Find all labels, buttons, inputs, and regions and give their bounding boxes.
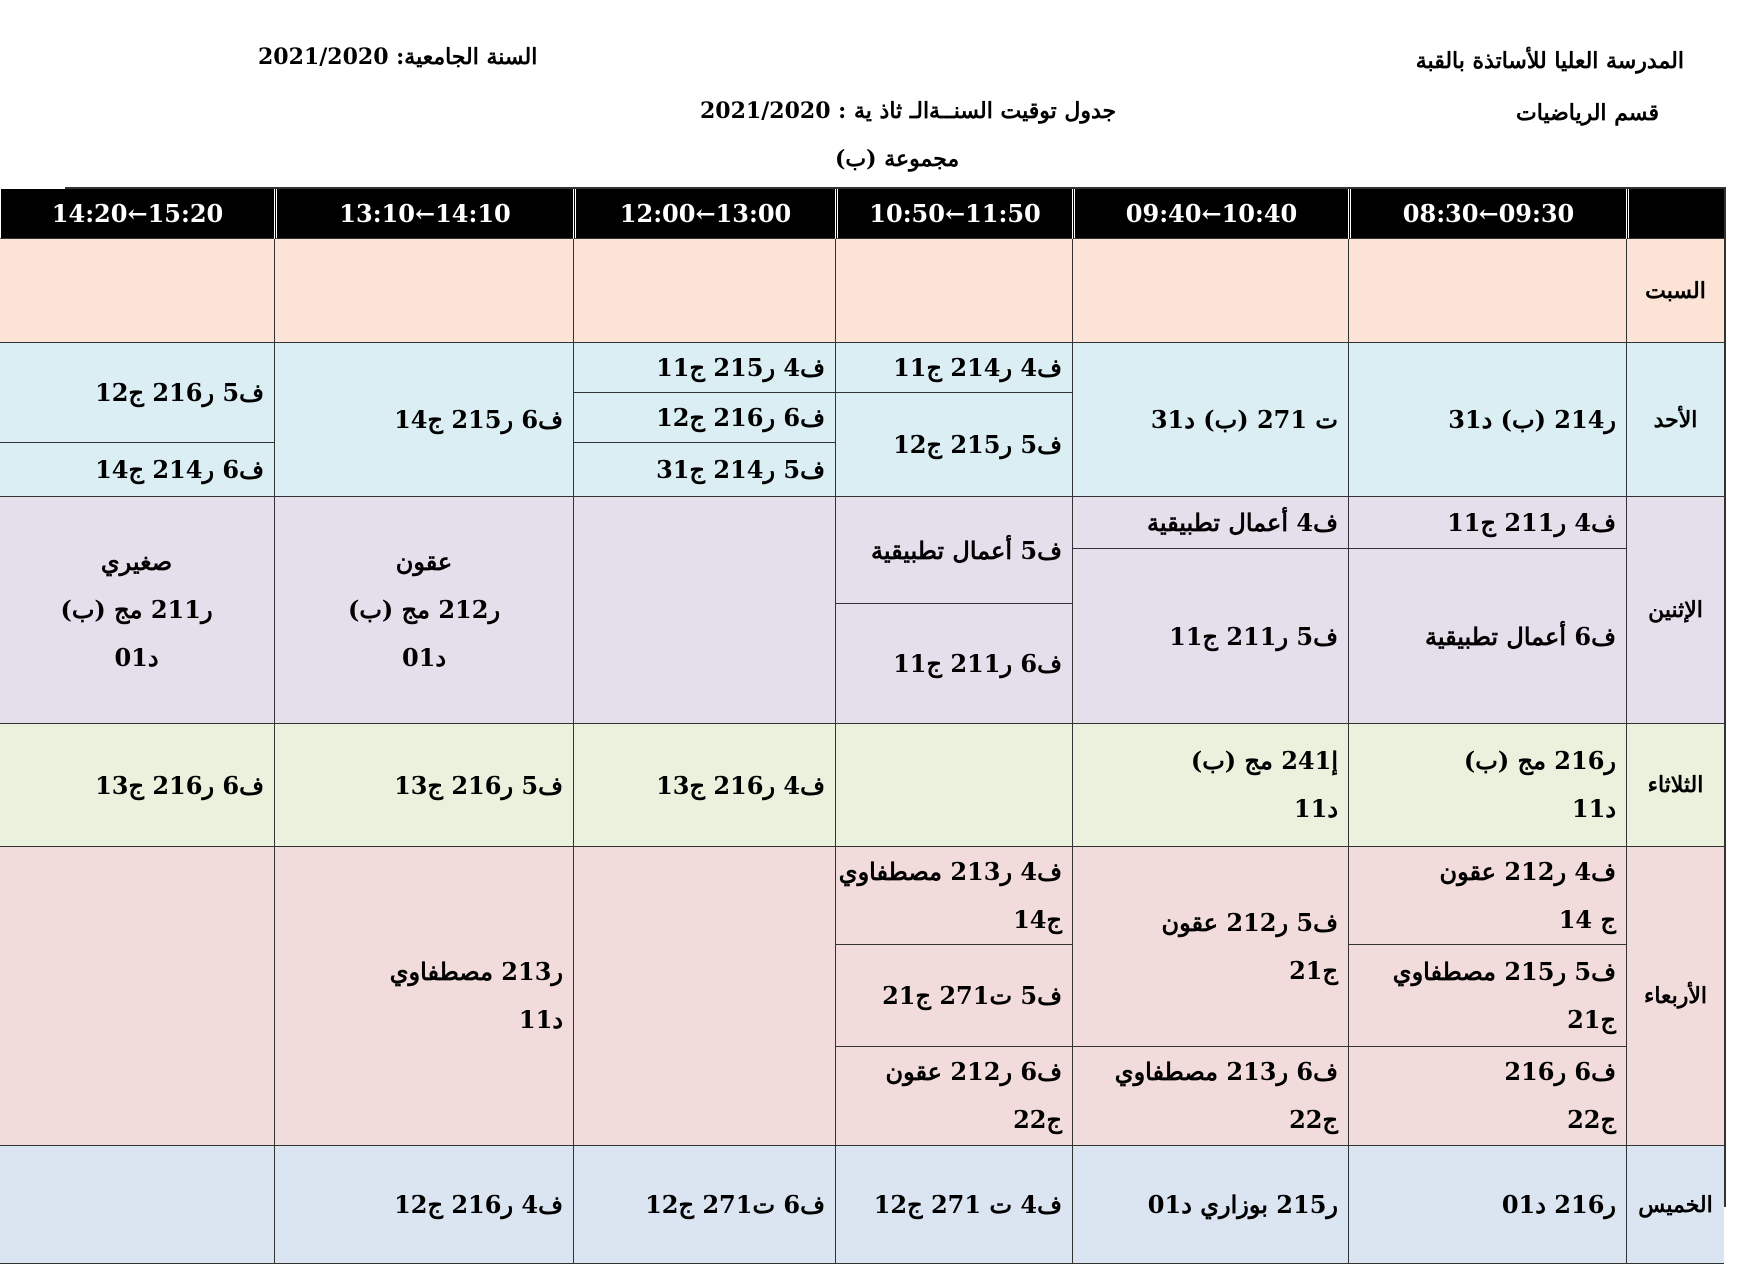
session-entry: ف5 ر212 عقون [1161,907,1338,937]
time-slot-4: 13:00←12:00 [573,189,835,239]
group-code: د11 [1571,794,1616,823]
session-entry: ت 271 (ب) د31 [1150,404,1338,434]
mon-slot-3a [835,497,1072,604]
mon-slot-4 [573,497,835,724]
mon-slot-2b [1072,549,1348,724]
sat-slot-5 [274,239,573,343]
mon-slot-5 [274,497,573,724]
sun-slot-3b [835,393,1072,497]
time-slot-2: 10:40←09:40 [1072,189,1348,239]
group-code: د01 [401,643,447,672]
sun-slot-1 [1348,343,1626,497]
mon-slot-3b [835,604,1072,724]
mon-slot-1a [1348,497,1626,549]
sun-slot-4b [573,393,835,443]
session-entry: ف4 ر214 ج11 [893,353,1062,382]
session-entry: ر213 مصطفاوي [389,957,563,986]
session-entry: ر215 بوزاري د01 [1147,1190,1338,1219]
thu-slot-3 [835,1146,1072,1264]
session-entry: ف6 أعمال تطبيقية [1424,621,1616,651]
tue-slot-3 [835,724,1072,847]
time-slot-3: 11:50←10:50 [835,189,1072,239]
group-code: د11 [1293,794,1338,823]
tue-slot-5 [274,724,573,847]
teacher-name: صغيري [100,547,173,576]
session-entry: ف5 أعمال تطبيقية [870,535,1062,565]
group-code: د11 [518,1005,563,1034]
mon-slot-2a [1072,497,1348,549]
session-entry: ف5 ر216 ج12 [95,378,264,407]
session-entry: ر214 (ب) د31 [1448,404,1616,434]
group-label: مجموعة (ب) [835,146,960,172]
sat-slot-3 [835,239,1072,343]
thu-slot-6 [0,1146,274,1264]
mon-slot-1b [1348,549,1626,724]
session-entry: ف6 ت271 ج12 [645,1190,825,1219]
session-entry: ف6 ر215 ج14 [394,405,563,434]
session-entry: ف5 ر214 ج31 [656,455,825,484]
sat-slot-4 [573,239,835,343]
session-entry: ف4 ر215 ج11 [656,353,825,382]
wed-slot-1b [1348,945,1626,1047]
time-slot-1: 09:30←08:30 [1348,189,1626,239]
session-entry: ف6 ر212 عقون [885,1057,1062,1086]
session-entry: ف4 ر216 ج12 [394,1190,563,1219]
session-entry: ف6 ر216 ج12 [656,403,825,432]
wed-slot-4 [573,847,835,1146]
group-code: د01 [114,643,159,672]
session-entry: ف6 ر214 ج14 [95,455,264,484]
mon-slot-6 [0,497,274,724]
day-tuesday: الثلاثاء [1626,724,1724,847]
session-entry: ف6 ر213 مصطفاوي [1114,1057,1338,1086]
group-code: ج21 [1567,1004,1616,1034]
sun-slot-6a [0,343,274,443]
tue-slot-6 [0,724,274,847]
session-entry: ف6 ر216 [1504,1057,1616,1086]
session-entry: ف6 ر216 ج13 [95,770,264,800]
room: ر211 مج (ب) [60,595,213,624]
room: ر216 مج (ب) [1463,746,1616,775]
thu-slot-2 [1072,1146,1348,1264]
session-entry: ف4 ر216 ج13 [656,770,825,800]
sat-slot-1 [1348,239,1626,343]
sun-slot-6b [0,443,274,497]
thu-slot-5 [274,1146,573,1264]
session-entry: ف5 ر215 مصطفاوي [1392,956,1616,986]
school-name: المدرسة العليا للأساتذة بالقبة [1415,48,1684,74]
group-code: ج 14 [1558,904,1616,934]
group-code: ج22 [1567,1105,1616,1134]
wed-slot-3a [835,847,1072,945]
sun-slot-5 [274,343,573,497]
day-thursday: الخميس [1626,1146,1724,1264]
time-slot-6: 15:20←14:20 [0,189,274,239]
group-code: ج14 [1013,904,1062,934]
group-code: ج21 [1289,955,1338,985]
day-sunday: الأحد [1626,343,1724,497]
sat-slot-2 [1072,239,1348,343]
corner-header [1626,189,1724,239]
wed-slot-6 [0,847,274,1146]
session-entry: ف4 ر211 ج11 [1447,508,1616,537]
thu-slot-1 [1348,1146,1626,1264]
session-entry: ف5 ت271 ج21 [882,981,1062,1010]
sun-slot-4a [573,343,835,393]
day-monday: الإثنين [1626,497,1724,724]
wed-slot-3c [835,1047,1072,1146]
teacher-name: عقون [395,547,453,576]
timetable [51,187,1726,1219]
tue-slot-4 [573,724,835,847]
wed-slot-2a [1072,847,1348,1047]
department-name: قسم الرياضيات [1516,100,1659,126]
tue-slot-2 [1072,724,1348,847]
session-entry: ف5 ر211 ج11 [1169,621,1338,651]
session-entry: ف5 ر216 ج13 [394,770,563,800]
thu-slot-4 [573,1146,835,1264]
sun-slot-2 [1072,343,1348,497]
group-code: ج22 [1289,1105,1338,1134]
wed-slot-5 [274,847,573,1146]
wed-slot-3b [835,945,1072,1047]
day-wednesday: الأربعاء [1626,847,1724,1146]
session-entry: ف5 ر215 ج12 [893,430,1062,459]
wed-slot-1a [1348,847,1626,945]
day-saturday: السبت [1626,239,1724,343]
session-entry: ف4 ر213 مصطفاوي [838,856,1062,886]
session-entry: ف4 ت 271 ج12 [873,1190,1062,1219]
session-entry: ف4 ر212 عقون [1439,856,1616,886]
room: إ241 مج (ب) [1190,746,1338,775]
academic-year: السنة الجامعية: 2021/2020 [258,44,538,70]
session-entry: ف6 ر211 ج11 [893,649,1062,678]
sat-slot-6 [0,239,274,343]
session-entry: ر216 د01 [1501,1190,1616,1219]
wed-slot-2b [1072,1047,1348,1146]
room: ر212 مج (ب) [347,595,501,624]
wed-slot-1c [1348,1047,1626,1146]
sun-slot-4c [573,443,835,497]
time-slot-5: 14:10←13:10 [274,189,573,239]
schedule-title: جدول توقيت السنــةالـ ثاذ ية : 2021/2020 [700,98,1117,124]
group-code: ج22 [1013,1105,1062,1134]
tue-slot-1 [1348,724,1626,847]
sun-slot-3a [835,343,1072,393]
session-entry: ف4 أعمال تطبيقية [1146,508,1338,537]
